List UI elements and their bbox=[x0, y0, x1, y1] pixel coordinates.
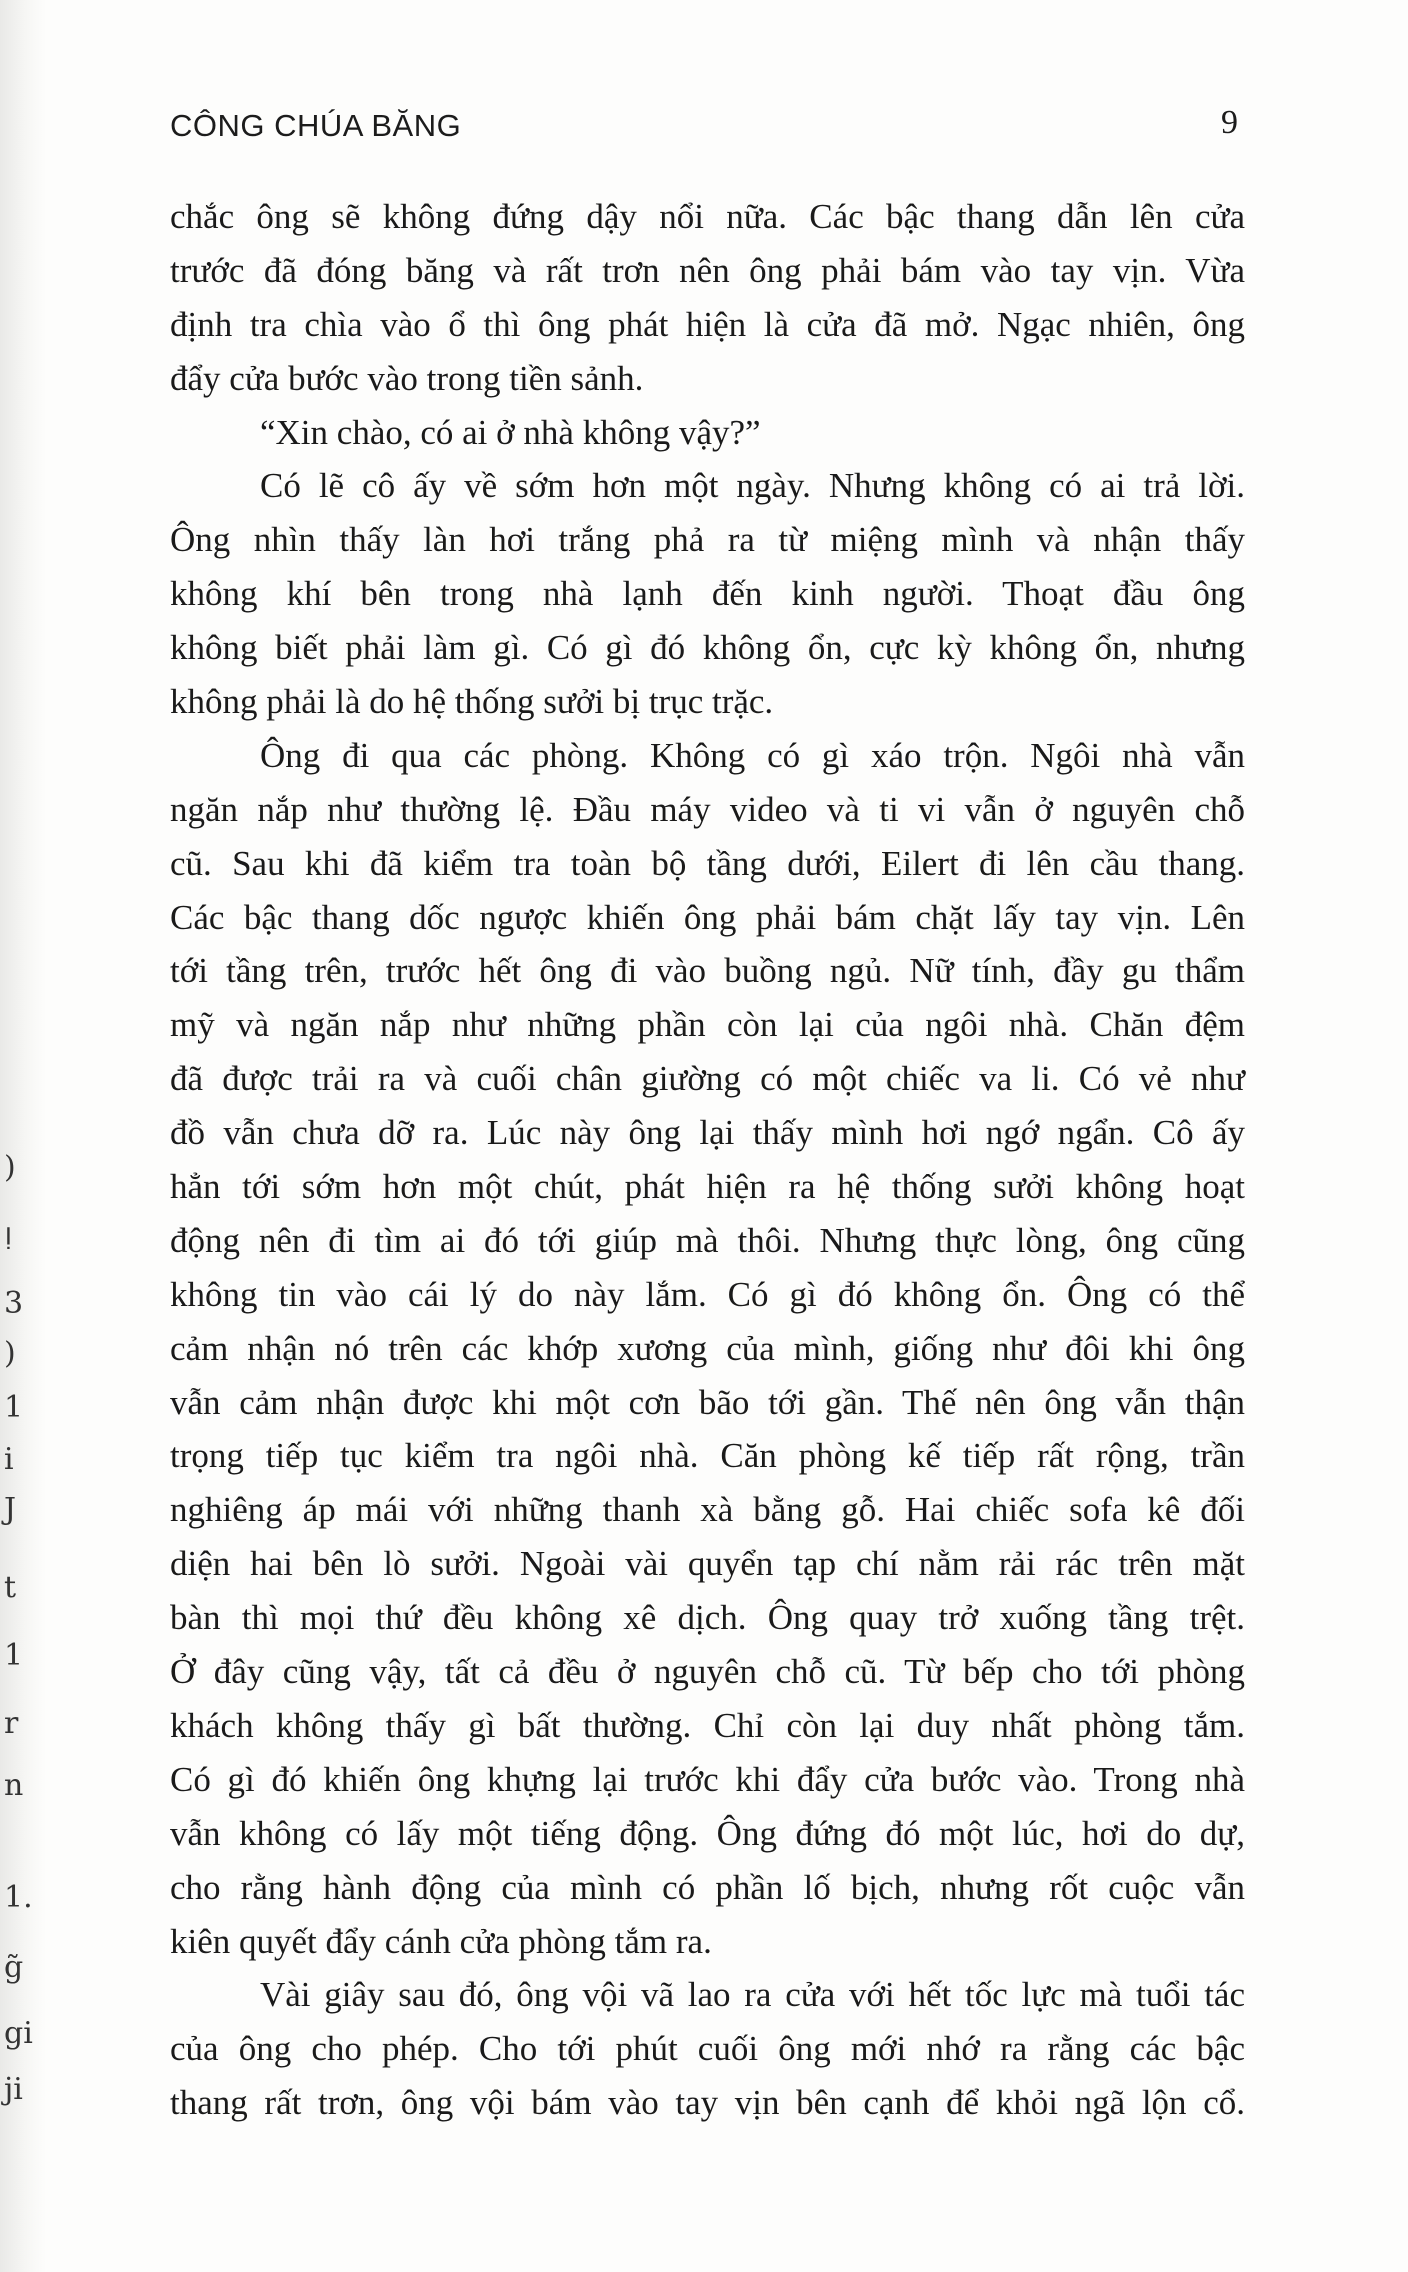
page-number: 9 bbox=[1221, 104, 1238, 141]
gutter-mark: r bbox=[4, 1706, 19, 1741]
gutter-mark: 1 bbox=[4, 1390, 24, 1425]
text-line: Có lẽ cô ấy về sớm hơn một ngày. Nhưng không có ai trả lời. bbox=[260, 466, 1245, 506]
text-line: đẩy cửa bước vào trong tiền sảnh. bbox=[170, 358, 644, 398]
text-line: động nên đi tìm ai đó tới giúp mà thôi. Nhưng thực lòng, ông cũng bbox=[170, 1220, 1245, 1260]
text-line: tới tầng trên, trước hết ông đi vào buồng ngủ. Nữ tính, đầy gu thẩm bbox=[170, 951, 1245, 991]
text-line: chắc ông sẽ không đứng dậy nổi nữa. Các bậc thang dẫn lên cửa bbox=[170, 197, 1245, 236]
text-line: trọng tiếp tục kiểm tra ngôi nhà. Căn phòng kế tiếp rất rộng, trần bbox=[170, 1436, 1245, 1476]
text-line: Vài giây sau đó, ông vội vã lao ra cửa với hết tốc lực mà tuổi tác bbox=[260, 1975, 1245, 2015]
text-line: đồ vẫn chưa dỡ ra. Lúc này ông lại thấy mình hơi ngớ ngẩn. Cô ấy bbox=[170, 1113, 1245, 1153]
gutter-mark: ) bbox=[4, 1150, 16, 1185]
text-line: không biết phải làm gì. Có gì đó không ổn, cực kỳ không ổn, nhưng bbox=[170, 628, 1245, 668]
gutter-mark: n bbox=[4, 1768, 24, 1803]
text-line: nghiêng áp mái với những thanh xà bằng gỗ. Hai chiếc sofa kê đối bbox=[170, 1490, 1245, 1530]
running-title: CÔNG CHÚA BĂNG bbox=[170, 108, 462, 143]
text-line: vẫn không có lấy một tiếng động. Ông đứng đó một lúc, hơi do dự, bbox=[170, 1813, 1245, 1853]
gutter-mark: 3 bbox=[4, 1286, 24, 1321]
gutter-mark: t bbox=[4, 1570, 17, 1605]
text-line: cho rằng hành động của mình có phần lố bịch, nhưng rốt cuộc vẫn bbox=[170, 1867, 1245, 1907]
text-line: của ông cho phép. Cho tới phút cuối ông mới nhớ ra rằng các bậc bbox=[170, 2029, 1245, 2069]
text-line: cảm nhận nó trên các khớp xương của mình, giống như đôi khi ông bbox=[170, 1328, 1245, 1368]
text-line: Ở đây cũng vậy, tất cả đều ở nguyên chỗ cũ. Từ bếp cho tới phòng bbox=[170, 1652, 1245, 1692]
gutter-mark: ji bbox=[4, 2072, 23, 2107]
text-line: Các bậc thang dốc ngược khiến ông phải bám chặt lấy tay vịn. Lên bbox=[170, 897, 1245, 937]
text-line: không phải là do hệ thống sưởi bị trục trặc. bbox=[170, 682, 774, 722]
text-line: mỹ và ngăn nắp như những phần còn lại của ngôi nhà. Chăn đệm bbox=[170, 1005, 1245, 1045]
gutter-mark: gi bbox=[4, 2016, 33, 2051]
gutter-mark: g̃ bbox=[4, 1950, 24, 1985]
text-line: không tin vào cái lý do này lắm. Có gì đó không ổn. Ông có thể bbox=[170, 1274, 1245, 1314]
text-line: bàn thì mọi thứ đều không xê dịch. Ông quay trở xuống tầng trệt. bbox=[170, 1598, 1245, 1638]
text-line: vẫn cảm nhận được khi một cơn bão tới gần. Thế nên ông vẫn thận bbox=[170, 1382, 1245, 1422]
text-line: ngăn nắp như thường lệ. Đầu máy video và ti vi vẫn ở nguyên chỗ bbox=[170, 789, 1245, 829]
text-line: Ông nhìn thấy làn hơi trắng phả ra từ miệng mình và nhận thấy bbox=[170, 520, 1245, 560]
gutter-mark: i bbox=[4, 1442, 14, 1477]
text-line: định tra chìa vào ổ thì ông phát hiện là cửa đã mở. Ngạc nhiên, ông bbox=[170, 304, 1245, 344]
text-line: Ông đi qua các phòng. Không có gì xáo trộn. Ngôi nhà vẫn bbox=[260, 735, 1245, 775]
page-header bbox=[170, 104, 1238, 148]
gutter-mark: 1. bbox=[4, 1880, 33, 1915]
gutter-mark: ) bbox=[4, 1336, 16, 1371]
text-line: hẳn tới sớm hơn một chút, phát hiện ra hệ thống sưởi không hoạt bbox=[170, 1167, 1245, 1207]
text-line: thang rất trơn, ông vội bám vào tay vịn bên cạnh để khỏi ngã lộn cổ. bbox=[170, 2083, 1245, 2123]
text-line: khách không thấy gì bất thường. Chỉ còn lại duy nhất phòng tắm. bbox=[170, 1705, 1245, 1745]
gutter-mark: ǃ bbox=[4, 1222, 13, 1257]
gutter-mark: 1 bbox=[4, 1638, 24, 1673]
body-text bbox=[170, 190, 1245, 2130]
gutter-mark: J bbox=[4, 1492, 17, 1527]
text-line: diện hai bên lò sưởi. Ngoài vài quyển tạp chí nằm rải rác trên mặt bbox=[170, 1544, 1245, 1584]
text-line: trước đã đóng băng và rất trơn nên ông phải bám vào tay vịn. Vừa bbox=[170, 250, 1245, 290]
text-line: đã được trải ra và cuối chân giường có một chiếc va li. Có vẻ như bbox=[170, 1059, 1245, 1099]
text-line: Có gì đó khiến ông khựng lại trước khi đẩy cửa bước vào. Trong nhà bbox=[170, 1759, 1245, 1799]
binding-gutter-shadow bbox=[0, 0, 46, 2272]
text-line: kiên quyết đẩy cánh cửa phòng tắm ra. bbox=[170, 1921, 712, 1961]
text-line: “Xin chào, có ai ở nhà không vậy?” bbox=[260, 412, 761, 452]
text-line: cũ. Sau khi đã kiểm tra toàn bộ tầng dưới, Eilert đi lên cầu thang. bbox=[170, 843, 1245, 883]
text-line: không khí bên trong nhà lạnh đến kinh người. Thoạt đầu ông bbox=[170, 574, 1245, 614]
